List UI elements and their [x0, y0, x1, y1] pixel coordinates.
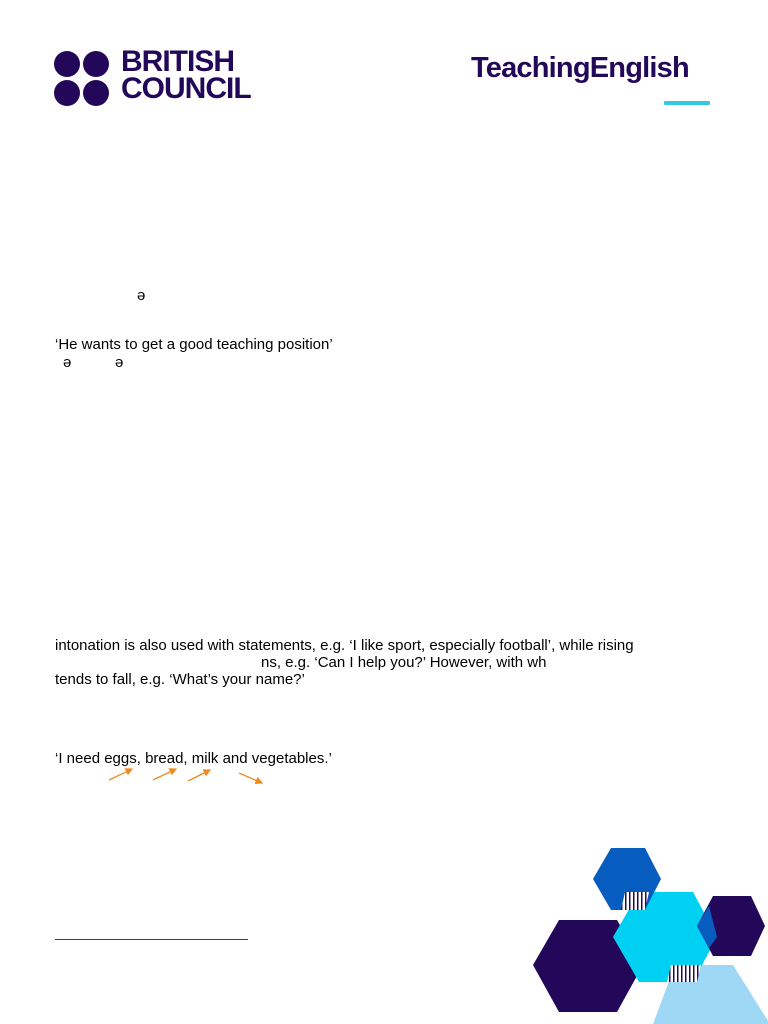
- hexagon-stripes: [667, 965, 701, 982]
- british-council-logo: [54, 45, 254, 106]
- paragraph-line: intonation is also used with statements, e.g. ‘I like sport, especially football’, while rising: [55, 637, 634, 654]
- teachingenglish-logo: TeachingEnglish: [471, 52, 689, 84]
- hexagon-stripes: [621, 892, 649, 910]
- arrow-rising-icon: [188, 770, 210, 781]
- arrow-rising-icon: [153, 769, 176, 780]
- logo-wordmark: [121, 45, 251, 105]
- paragraph-line: ns, e.g. ‘Can I help you?’ However, with wh: [261, 654, 547, 671]
- example-sentence: ‘He wants to get a good teaching position’: [55, 336, 333, 353]
- list-intonation-sentence: ‘I need eggs, bread, milk and vegetables.’: [55, 750, 332, 767]
- schwa-symbol: ə: [115, 354, 124, 371]
- brand-underline: [664, 101, 710, 105]
- schwa-symbol: ə: [63, 354, 72, 371]
- hexagon-decoration: [525, 840, 768, 1024]
- arrow-rising-icon: [109, 769, 132, 780]
- hyperlink-underline[interactable]: [55, 939, 248, 940]
- logo-line-council: COUNCIL: [121, 72, 251, 105]
- logo-line-british: BRITISH: [121, 45, 234, 78]
- intonation-arrows: [100, 764, 280, 790]
- schwa-symbol: ə: [137, 287, 146, 304]
- paragraph-line: tends to fall, e.g. ‘What’s your name?’: [55, 671, 305, 688]
- logo-dots-icon: [54, 51, 112, 107]
- arrow-falling-icon: [239, 773, 262, 783]
